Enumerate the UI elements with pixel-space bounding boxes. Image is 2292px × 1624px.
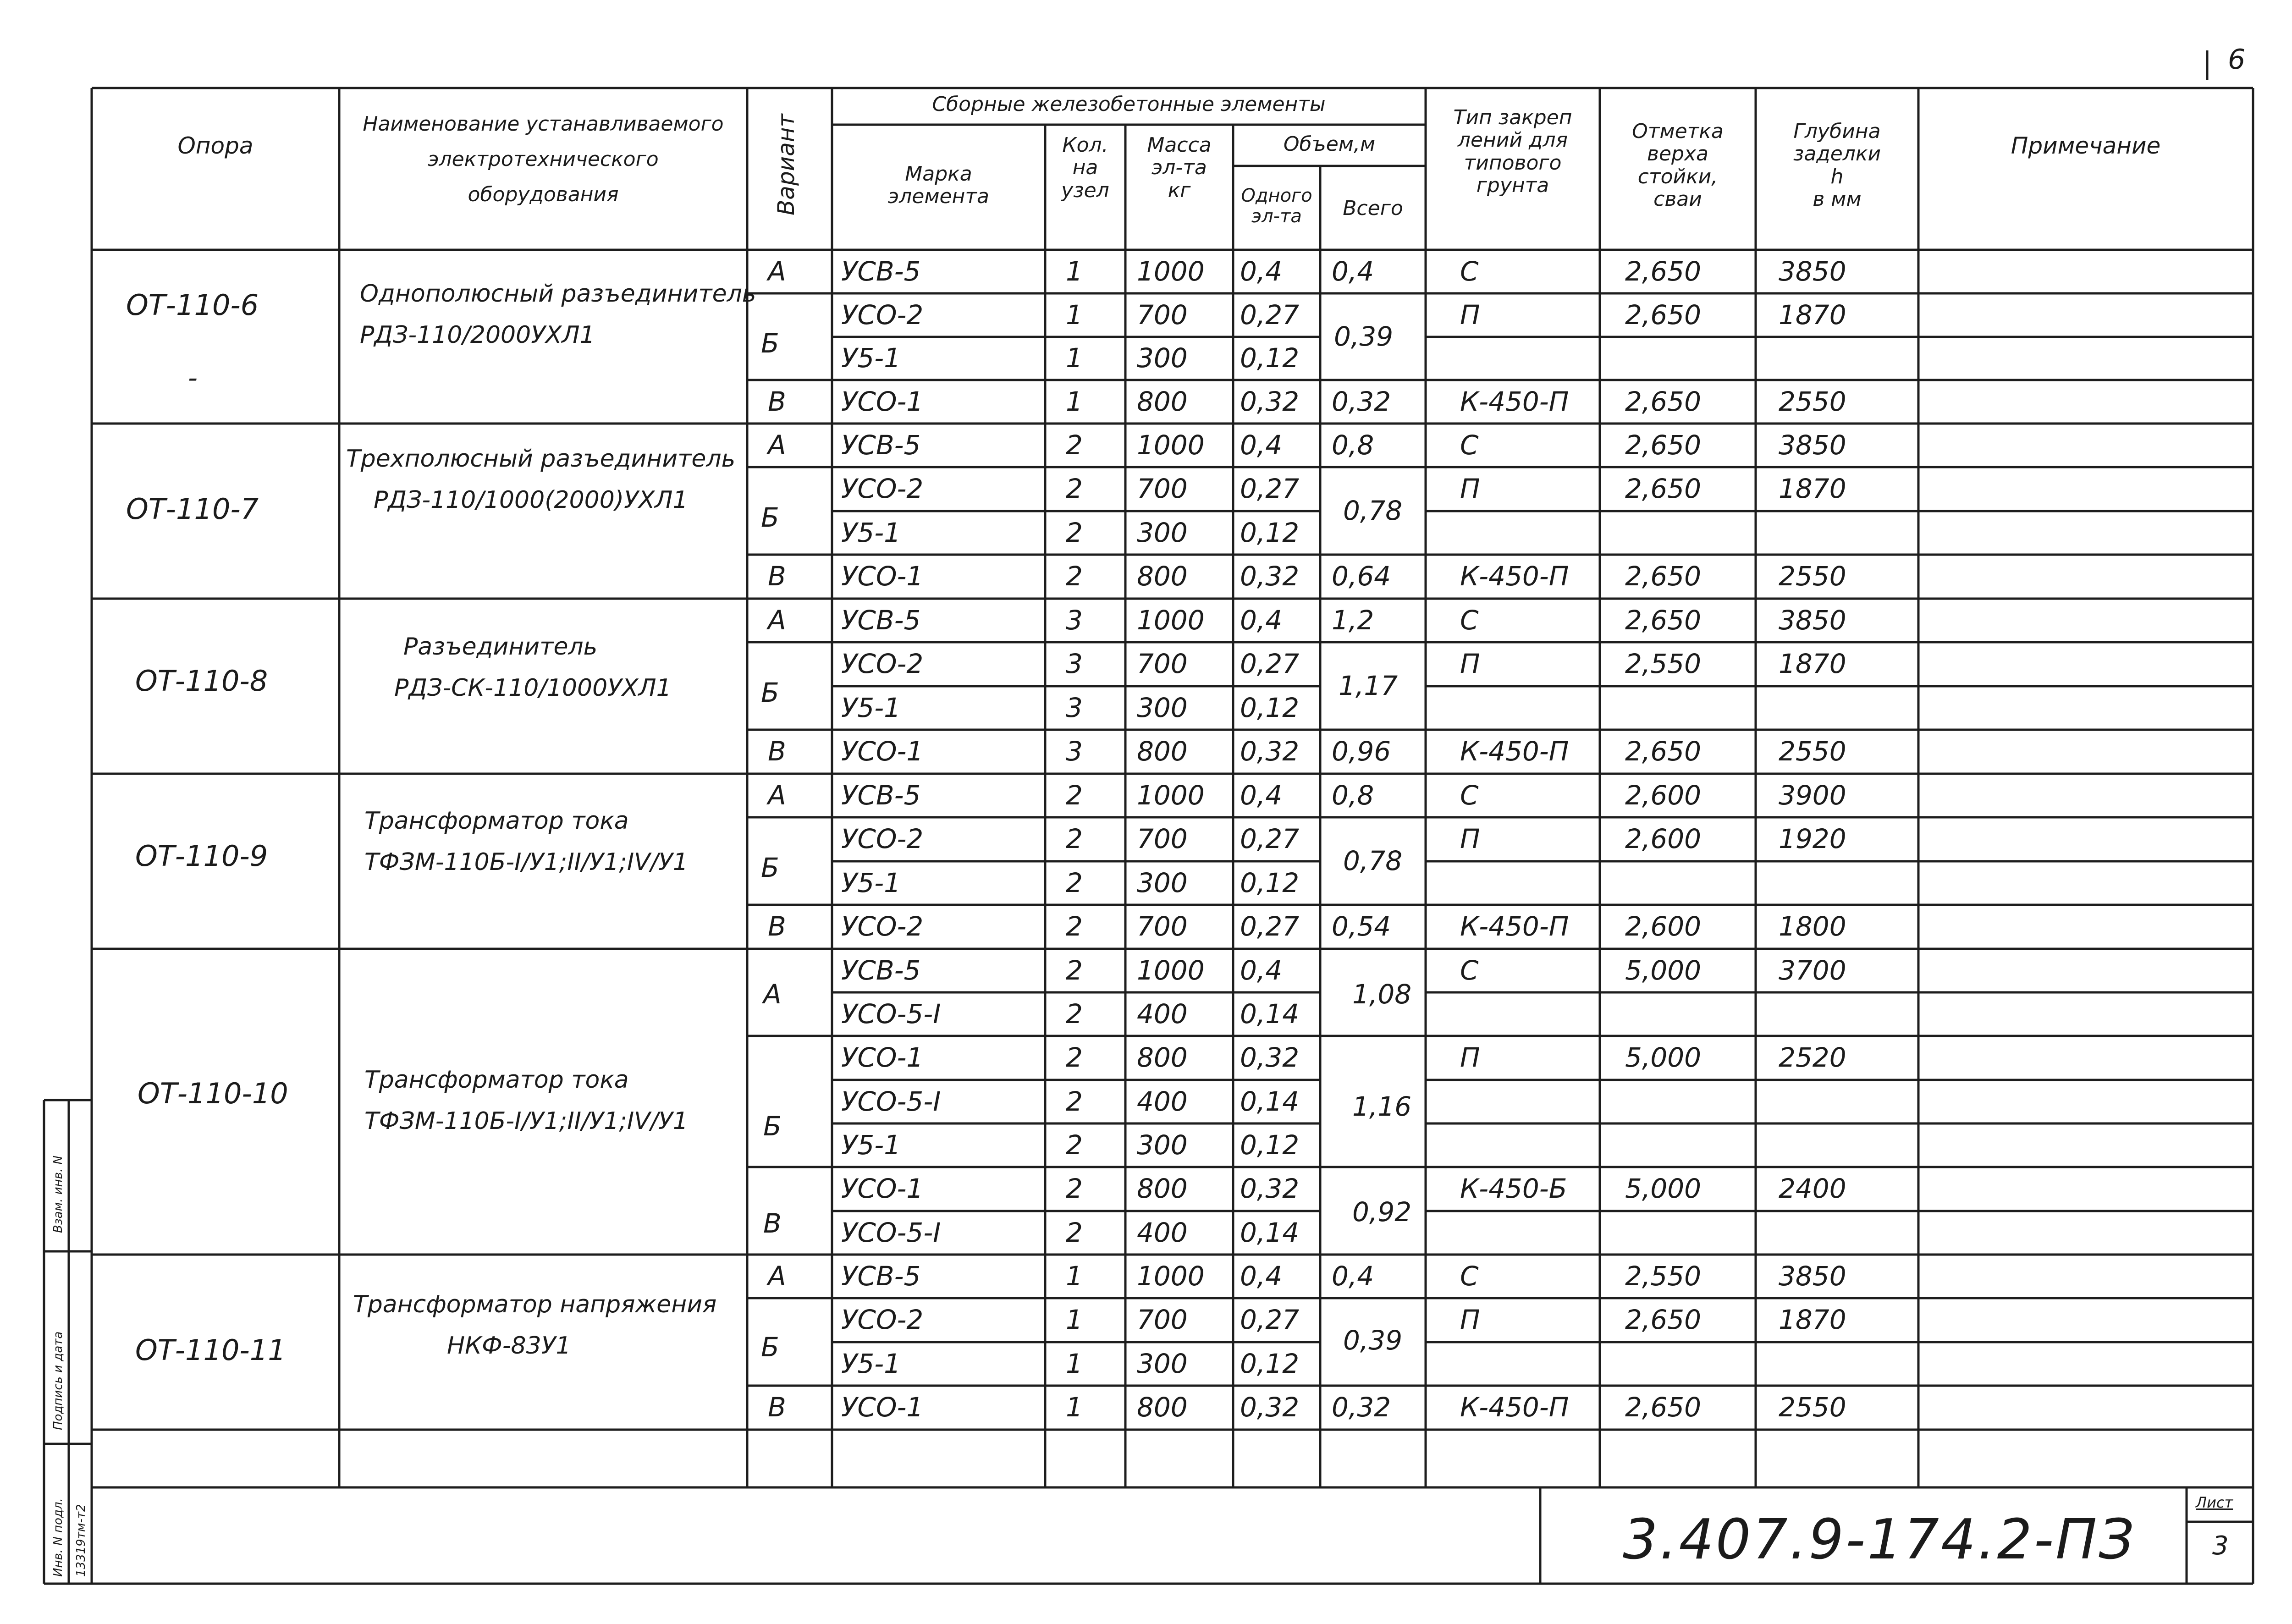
- mass-cell: 700: [1137, 648, 1188, 679]
- fix-type-cell: С: [1460, 255, 1479, 287]
- header-depth: Глубина заделки h в мм: [1793, 120, 1881, 211]
- volume-one-cell: 0,4: [1240, 255, 1283, 287]
- qty-cell: 2: [1066, 561, 1083, 592]
- header-qty: Кол. на узел: [1061, 133, 1109, 202]
- mass-cell: 700: [1137, 911, 1188, 942]
- variant-cell: А: [768, 1260, 786, 1292]
- mark-top-cell: 2,650: [1625, 429, 1702, 461]
- qty-cell: 3: [1066, 648, 1083, 679]
- volume-one-cell: 0,32: [1240, 736, 1300, 767]
- volume-one-cell: 0,32: [1240, 385, 1300, 417]
- mark-top-cell: 2,550: [1625, 648, 1702, 679]
- fix-type-cell: С: [1460, 779, 1479, 811]
- opora-label: ОТ-110-7: [126, 492, 259, 526]
- volume-total-cell: 0,4: [1332, 1260, 1374, 1292]
- volume-total-cell: 0,4: [1332, 255, 1374, 287]
- fix-type-cell: К-450-Б: [1460, 1173, 1567, 1204]
- marka-cell: УСО-2: [841, 823, 924, 854]
- marka-cell: УСО-2: [841, 911, 924, 942]
- variant-cell: А: [768, 255, 786, 287]
- equipment-name: Разъединитель: [403, 633, 598, 661]
- variant-cell: В: [763, 1208, 782, 1239]
- variant-cell: А: [768, 779, 786, 811]
- equipment-name: Трехполюсный разъединитель: [346, 445, 736, 473]
- volume-one-cell: 0,27: [1240, 1304, 1300, 1335]
- mark-top-cell: 2,600: [1625, 779, 1702, 811]
- fix-type-cell: К-450-П: [1460, 736, 1569, 767]
- sheet-number: 3: [2212, 1531, 2229, 1561]
- mass-cell: 800: [1137, 736, 1188, 767]
- equipment-name: Трансформатор тока: [364, 807, 629, 835]
- mass-cell: 400: [1137, 1085, 1188, 1117]
- document-code: 3.407.9-174.2-ПЗ: [1623, 1508, 2136, 1572]
- depth-cell: 2520: [1779, 1042, 1846, 1073]
- header-mass: Масса эл-та кг: [1147, 133, 1212, 202]
- mark-top-cell: 2,650: [1625, 385, 1702, 417]
- opora-label: ОТ-110-11: [135, 1333, 286, 1367]
- mass-cell: 800: [1137, 1392, 1188, 1423]
- fix-type-cell: П: [1460, 1304, 1480, 1335]
- mark-top-cell: 2,650: [1625, 299, 1702, 330]
- equipment-model: НКФ-83У1: [447, 1332, 571, 1360]
- equipment-model: РДЗ-110/2000УХЛ1: [360, 321, 595, 349]
- marka-cell: УСО-1: [841, 1392, 924, 1423]
- marka-cell: УСО-2: [841, 1304, 924, 1335]
- side-label: 13319тм-т2: [74, 1504, 88, 1577]
- variant-cell: Б: [761, 677, 779, 708]
- qty-cell: 3: [1066, 736, 1083, 767]
- mass-cell: 300: [1137, 342, 1188, 374]
- marka-cell: У5-1: [841, 867, 901, 898]
- fix-type-cell: К-450-П: [1460, 385, 1569, 417]
- mark-top-cell: 2,600: [1625, 911, 1702, 942]
- fix-type-cell: К-450-П: [1460, 1392, 1569, 1423]
- qty-cell: 1: [1066, 1260, 1083, 1292]
- mark-top-cell: 2,650: [1625, 1392, 1702, 1423]
- depth-cell: 1870: [1779, 648, 1846, 679]
- fix-type-cell: К-450-П: [1460, 911, 1569, 942]
- mass-cell: 1000: [1137, 429, 1205, 461]
- volume-total-cell: 0,32: [1332, 385, 1391, 417]
- mark-top-cell: 2,650: [1625, 736, 1702, 767]
- volume-total-cell: 1,08: [1352, 979, 1412, 1010]
- qty-cell: 3: [1066, 692, 1083, 723]
- qty-cell: 1: [1066, 1304, 1083, 1335]
- mass-cell: 300: [1137, 692, 1188, 723]
- qty-cell: 2: [1066, 911, 1083, 942]
- mass-cell: 300: [1137, 867, 1188, 898]
- qty-cell: 2: [1066, 1129, 1083, 1161]
- qty-cell: 2: [1066, 429, 1083, 461]
- variant-cell: Б: [761, 502, 779, 533]
- variant-cell: А: [768, 429, 786, 461]
- mark-top-cell: 2,650: [1625, 604, 1702, 636]
- marka-cell: УСО-1: [841, 736, 924, 767]
- qty-cell: 2: [1066, 1042, 1083, 1073]
- fix-type-cell: К-450-П: [1460, 561, 1569, 592]
- header-note: Примечание: [2011, 132, 2161, 159]
- fix-type-cell: П: [1460, 823, 1480, 854]
- depth-cell: 1870: [1779, 473, 1846, 504]
- qty-cell: 2: [1066, 1173, 1083, 1204]
- mark-top-cell: 2,650: [1625, 473, 1702, 504]
- marka-cell: У5-1: [841, 692, 901, 723]
- equipment-model: РДЗ-110/1000(2000)УХЛ1: [374, 486, 688, 514]
- marka-cell: УСО-1: [841, 385, 924, 417]
- mass-cell: 800: [1137, 385, 1188, 417]
- volume-total-cell: 1,17: [1339, 670, 1398, 701]
- mark-top-cell: 2,600: [1625, 823, 1702, 854]
- marka-cell: УСВ-5: [841, 604, 921, 636]
- marka-cell: УСО-2: [841, 648, 924, 679]
- variant-cell: В: [768, 911, 786, 942]
- fix-type-cell: С: [1460, 604, 1479, 636]
- fix-type-cell: С: [1460, 429, 1479, 461]
- mass-cell: 1000: [1137, 604, 1205, 636]
- volume-one-cell: 0,27: [1240, 823, 1300, 854]
- depth-cell: 1870: [1779, 1304, 1846, 1335]
- opora-label: ОТ-110-9: [135, 839, 268, 873]
- qty-cell: 3: [1066, 604, 1083, 636]
- volume-one-cell: 0,12: [1240, 517, 1300, 548]
- mark-top-cell: 5,000: [1625, 954, 1702, 986]
- mark-top-cell: 2,550: [1625, 1260, 1702, 1292]
- mark-top-cell: 2,650: [1625, 561, 1702, 592]
- header-volume-all: Всего: [1343, 197, 1403, 220]
- qty-cell: 2: [1066, 823, 1083, 854]
- mass-cell: 800: [1137, 561, 1188, 592]
- marka-cell: У5-1: [841, 342, 901, 374]
- volume-total-cell: 0,78: [1343, 495, 1403, 526]
- header-mark-top: Отметка верха стойки, сваи: [1632, 120, 1724, 211]
- variant-cell: В: [768, 385, 786, 417]
- volume-one-cell: 0,14: [1240, 1085, 1300, 1117]
- volume-total-cell: 0,64: [1332, 561, 1391, 592]
- volume-one-cell: 0,14: [1240, 1217, 1300, 1248]
- fix-type-cell: С: [1460, 954, 1479, 986]
- opora-label: ОТ-110-8: [135, 664, 268, 698]
- marka-cell: УСО-5-I: [841, 1085, 941, 1117]
- depth-cell: 3900: [1779, 779, 1846, 811]
- mass-cell: 800: [1137, 1042, 1188, 1073]
- mass-cell: 1000: [1137, 954, 1205, 986]
- marka-cell: УСВ-5: [841, 779, 921, 811]
- volume-one-cell: 0,14: [1240, 998, 1300, 1029]
- depth-cell: 2550: [1779, 736, 1846, 767]
- volume-one-cell: 0,27: [1240, 299, 1300, 330]
- fix-type-cell: П: [1460, 299, 1480, 330]
- sheet-label: Лист: [2196, 1494, 2233, 1511]
- marka-cell: УСВ-5: [841, 429, 921, 461]
- volume-one-cell: 0,4: [1240, 604, 1283, 636]
- qty-cell: 1: [1066, 255, 1083, 287]
- volume-one-cell: 0,12: [1240, 867, 1300, 898]
- marka-cell: УСО-5-I: [841, 1217, 941, 1248]
- marka-cell: У5-1: [841, 1129, 901, 1161]
- equipment-model: ТФЗМ-110Б-I/У1;II/У1;IV/У1: [364, 848, 689, 876]
- mass-cell: 300: [1137, 1129, 1188, 1161]
- header-equipment: Наименование устанавливаемого электротехнического оборудования: [363, 112, 724, 206]
- variant-cell: В: [768, 561, 786, 592]
- depth-cell: 3700: [1779, 954, 1846, 986]
- mass-cell: 300: [1137, 517, 1188, 548]
- volume-one-cell: 0,4: [1240, 429, 1283, 461]
- header-marka: Марка элемента: [888, 162, 989, 209]
- volume-total-cell: 0,8: [1332, 429, 1374, 461]
- marka-cell: У5-1: [841, 517, 901, 548]
- equipment-name: Трансформатор напряжения: [353, 1291, 717, 1318]
- marka-cell: УСВ-5: [841, 1260, 921, 1292]
- qty-cell: 2: [1066, 473, 1083, 504]
- marka-cell: УСО-2: [841, 473, 924, 504]
- fix-type-cell: П: [1460, 648, 1480, 679]
- volume-total-cell: 0,96: [1332, 736, 1391, 767]
- mark-top-cell: 2,650: [1625, 1304, 1702, 1335]
- variant-cell: Б: [761, 852, 779, 883]
- depth-cell: 3850: [1779, 1260, 1846, 1292]
- qty-cell: 2: [1066, 998, 1083, 1029]
- marka-cell: У5-1: [841, 1348, 901, 1379]
- depth-cell: 2400: [1779, 1173, 1846, 1204]
- marka-cell: УСО-1: [841, 1042, 924, 1073]
- marka-cell: УСВ-5: [841, 954, 921, 986]
- volume-one-cell: 0,32: [1240, 1173, 1300, 1204]
- side-label: Инв. N подл.: [51, 1498, 65, 1577]
- mass-cell: 400: [1137, 998, 1188, 1029]
- variant-cell: А: [768, 604, 786, 636]
- qty-cell: 1: [1066, 342, 1083, 374]
- volume-total-cell: 0,32: [1332, 1392, 1391, 1423]
- depth-cell: 3850: [1779, 255, 1846, 287]
- mass-cell: 1000: [1137, 779, 1205, 811]
- equipment-name: Однополюсный разъединитель: [360, 280, 756, 308]
- opora-label: ОТ-110-10: [138, 1077, 288, 1110]
- equipment-model: РДЗ-СК-110/1000УХЛ1: [394, 674, 672, 702]
- page-number: 6: [2228, 44, 2246, 76]
- qty-cell: 2: [1066, 517, 1083, 548]
- mass-cell: 700: [1137, 1304, 1188, 1335]
- mass-cell: 1000: [1137, 255, 1205, 287]
- volume-total-cell: 1,2: [1332, 604, 1374, 636]
- header-variant: Вариант: [773, 114, 799, 215]
- opora-label: ОТ-110-6: [126, 288, 259, 322]
- variant-cell: А: [763, 979, 782, 1010]
- qty-cell: 1: [1066, 1348, 1083, 1379]
- volume-total-cell: 0,92: [1352, 1196, 1412, 1228]
- depth-cell: 3850: [1779, 604, 1846, 636]
- volume-total-cell: 0,54: [1332, 911, 1391, 942]
- volume-total-cell: 1,16: [1352, 1091, 1412, 1122]
- depth-cell: 1920: [1779, 823, 1846, 854]
- side-label: Взам. инв. N: [51, 1156, 65, 1233]
- variant-cell: В: [768, 1392, 786, 1423]
- depth-cell: 3850: [1779, 429, 1846, 461]
- qty-cell: 2: [1066, 779, 1083, 811]
- qty-cell: 2: [1066, 1217, 1083, 1248]
- mass-cell: 700: [1137, 823, 1188, 854]
- marka-cell: УСО-5-I: [841, 998, 941, 1029]
- volume-one-cell: 0,4: [1240, 954, 1283, 986]
- depth-cell: 2550: [1779, 561, 1846, 592]
- volume-one-cell: 0,12: [1240, 1129, 1300, 1161]
- variant-cell: Б: [763, 1111, 782, 1142]
- variant-cell: В: [768, 736, 786, 767]
- dash-mark: -: [188, 362, 198, 393]
- mass-cell: 800: [1137, 1173, 1188, 1204]
- volume-one-cell: 0,12: [1240, 342, 1300, 374]
- volume-one-cell: 0,27: [1240, 648, 1300, 679]
- header-precast-group: Сборные железобетонные элементы: [932, 93, 1326, 116]
- mass-cell: 1000: [1137, 1260, 1205, 1292]
- marka-cell: УСО-1: [841, 561, 924, 592]
- depth-cell: 2550: [1779, 1392, 1846, 1423]
- volume-one-cell: 0,27: [1240, 473, 1300, 504]
- volume-total-cell: 0,78: [1343, 845, 1403, 876]
- fix-type-cell: П: [1460, 473, 1480, 504]
- volume-one-cell: 0,32: [1240, 561, 1300, 592]
- header-opora: Опора: [177, 132, 253, 159]
- marka-cell: УСО-1: [841, 1173, 924, 1204]
- equipment-name: Трансформатор тока: [364, 1066, 629, 1094]
- qty-cell: 1: [1066, 385, 1083, 417]
- volume-total-cell: 0,8: [1332, 779, 1374, 811]
- mass-cell: 300: [1137, 1348, 1188, 1379]
- volume-one-cell: 0,12: [1240, 1348, 1300, 1379]
- mass-cell: 700: [1137, 473, 1188, 504]
- mark-top-cell: 2,650: [1625, 255, 1702, 287]
- qty-cell: 1: [1066, 299, 1083, 330]
- volume-total-cell: 0,39: [1334, 321, 1394, 352]
- marka-cell: УСО-2: [841, 299, 924, 330]
- variant-cell: Б: [761, 1332, 779, 1363]
- volume-one-cell: 0,12: [1240, 692, 1300, 723]
- mass-cell: 400: [1137, 1217, 1188, 1248]
- mark-top-cell: 5,000: [1625, 1173, 1702, 1204]
- qty-cell: 1: [1066, 1392, 1083, 1423]
- depth-cell: 1870: [1779, 299, 1846, 330]
- fix-type-cell: П: [1460, 1042, 1480, 1073]
- header-volume-one: Одного эл-та: [1241, 185, 1312, 227]
- depth-cell: 1800: [1779, 911, 1846, 942]
- volume-total-cell: 0,39: [1343, 1325, 1403, 1356]
- mark-top-cell: 5,000: [1625, 1042, 1702, 1073]
- qty-cell: 2: [1066, 867, 1083, 898]
- volume-one-cell: 0,32: [1240, 1042, 1300, 1073]
- side-label: Подпись и дата: [51, 1331, 65, 1430]
- variant-cell: Б: [761, 328, 779, 359]
- header-volume: Объем,м: [1283, 132, 1376, 156]
- marka-cell: УСВ-5: [841, 255, 921, 287]
- volume-one-cell: 0,4: [1240, 779, 1283, 811]
- mass-cell: 700: [1137, 299, 1188, 330]
- equipment-model: ТФЗМ-110Б-I/У1;II/У1;IV/У1: [364, 1107, 689, 1135]
- volume-one-cell: 0,4: [1240, 1260, 1283, 1292]
- depth-cell: 2550: [1779, 385, 1846, 417]
- fix-type-cell: С: [1460, 1260, 1479, 1292]
- qty-cell: 2: [1066, 1085, 1083, 1117]
- header-fix-type: Тип закреп лений для типового грунта: [1453, 106, 1572, 197]
- qty-cell: 2: [1066, 954, 1083, 986]
- volume-one-cell: 0,27: [1240, 911, 1300, 942]
- volume-one-cell: 0,32: [1240, 1392, 1300, 1423]
